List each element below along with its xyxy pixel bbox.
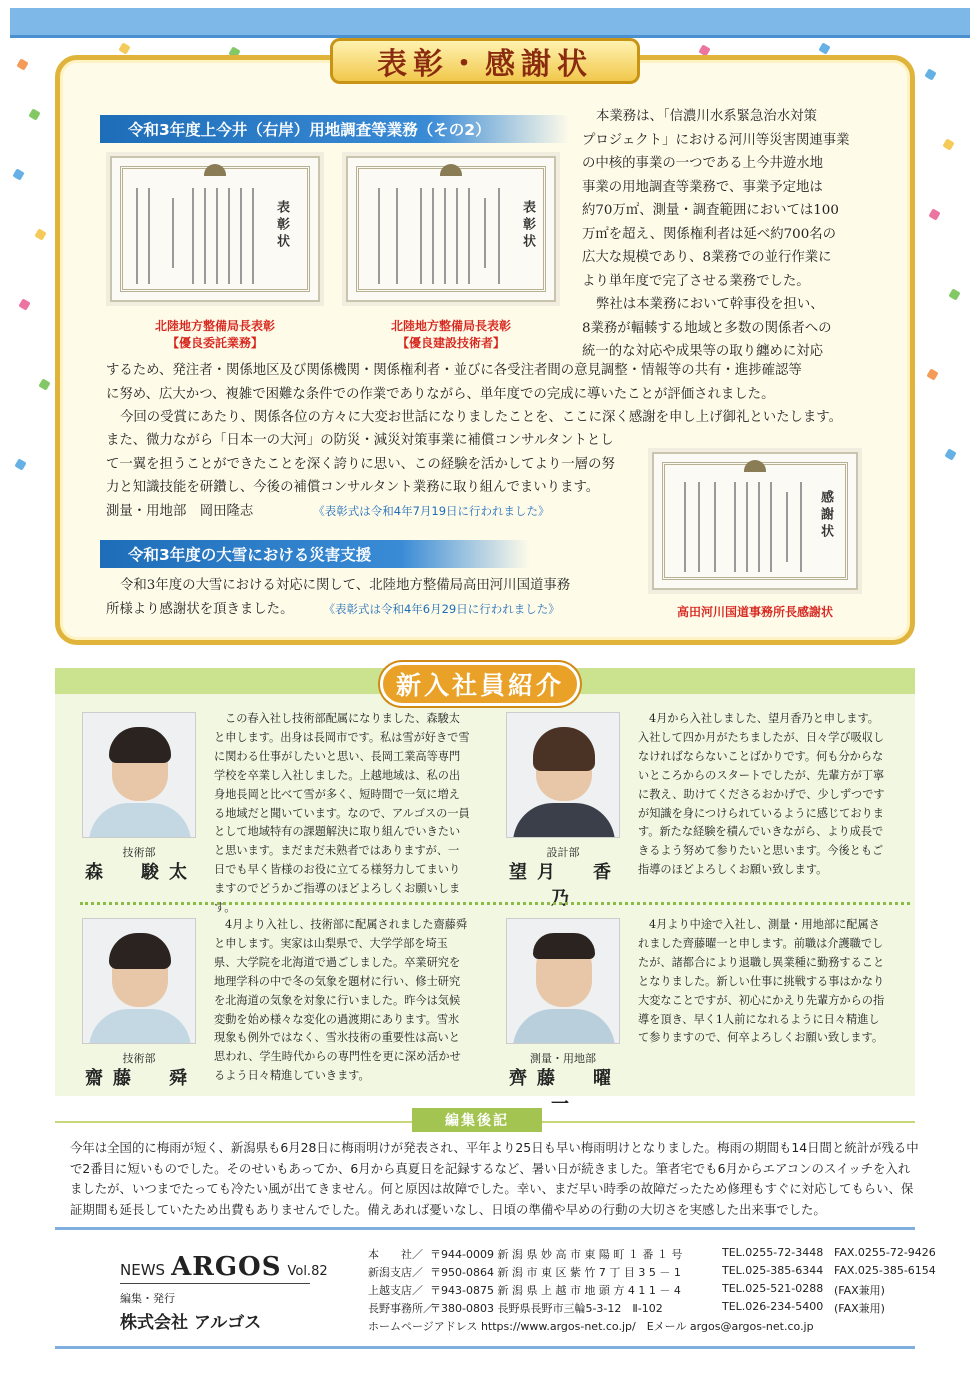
confetti [942,138,954,150]
editor-text: 今年は全国的に梅雨が短く、新潟県も6月28日に梅雨明けが発表され、平年より25日も早い梅雨明けとなりました。梅雨の期間も14日間と統計が残る中で2番目に短いものでした。そのせいもあってか、6月から真夏日を記録するなど、暑い日が続きました。筆者宅でも6月からエアコンのスイッチを入れましたが、いつまでたっても冷たい風が出てきません。何と原因は故障でした。幸い、まだ早い時季の故障だったため修理もすぐに対応してもらい、保証期間も延長していたため出費もありませんでした。備えあれば憂いなし、日頃の準備や早めの行動の大切さを実感した出来事でした。 [70,1140,919,1217]
office-tel: TEL.025-385-6344 [722,1264,824,1277]
intro-divider [80,902,910,905]
certificate-2 [346,156,556,302]
cert-text-line [684,482,686,572]
office-row [368,1300,885,1316]
company-name: 株式会社 アルゴス [120,1313,262,1333]
confetti [28,108,40,120]
logo-underline [120,1283,310,1284]
para-line: 弊社は本業務において幹事役を担い、 [596,297,824,312]
ceremony-note-1: 《表彰式は令和4年7月19日に行われました》 [313,503,550,518]
office-name: 長野事務所／ [368,1302,434,1315]
para-line: の中核的事業の一つである上今井遊水地 [582,156,824,171]
cert-text-line [734,482,736,572]
office-fax: (FAX兼用) [834,1284,885,1297]
cert-1-caption-line1: 北陸地方整備局長表彰 [154,319,275,333]
cert-text-line [420,188,422,284]
para-line: 万㎡を超え、関係権利者は延べ約700名の [582,226,837,242]
cert-1-caption [110,318,320,352]
avatar [506,712,620,838]
cert-text-line [172,198,174,268]
para-line: 本業務は、「信濃川水系緊急治水対策 [596,109,817,124]
para-line: プロジェクト」における河川等災害関連事業 [582,132,850,148]
office-tel: TEL.025-521-0288 [722,1282,824,1295]
cert-text-line [800,482,802,572]
confetti [948,288,960,300]
survey-description-wide [106,359,906,430]
section-heading-snow: 令和3年度の大雪における災害支援 [100,540,530,568]
logo-argos: ARGOS [171,1252,282,1282]
cert-text-line [444,188,446,284]
cert-1-caption-line2: 【優良委託業務】 [166,336,263,350]
office-name: 上越支店／ [368,1284,423,1297]
publisher-label: 編集・発行 [120,1292,175,1305]
cert-text-line [192,188,194,284]
footer-rule-bottom [55,1346,915,1349]
snow-description [106,574,646,621]
cert-text-line [148,188,150,284]
avatar [506,918,620,1044]
award-title: 表彰・感謝状 [330,38,640,84]
office-tel: TEL.0255-72-3448 [722,1246,824,1259]
top-band [10,8,970,38]
wide-line: するため、発注者・関係地区及び関係機関・関係権利者・並びに各受注者間の意見調整・情報等の共有・進捗確認等 [106,363,802,378]
photo-body [513,1009,615,1044]
office-address: 〒943-0875 新 潟 県 上 越 市 地 頭 方 4 1 1 － 4 [430,1284,681,1297]
cert-text-line [746,482,748,572]
person-intro: この春入社し技術部配属になりました、森駿太と申します。出身は長岡市です。私は雪が好きで雪に関わる仕事がしたいと思い、長岡工業高等専門学校を卒業し入社しました。上越地域は、私の出身地長岡と比べて雪が多く、短時間で一気に増える地域だと聞いています。なので、アルゴスの一員として地域特有の課題解決に取り組んでいきたいと思います。まだまだ未熟者ではありますが、一日でも早く皆様のお役に立てる様努力してまいりますのでどうかご指導のほどよろしくお願いします。 [214,712,470,915]
confetti [944,448,956,460]
cert-text-line [468,188,470,284]
cert-text-line [770,482,772,572]
website-email[interactable]: ホームページアドレス https://www.argos-net.co.jp/ Eメール argos@argos-net.co.jp [368,1320,814,1333]
cert-text-line [758,482,760,572]
confetti [118,42,130,54]
person-intro: 4月から入社しました、望月香乃と申します。入社して四か月がたちましたが、日々学び吸収しなければならないことばかりです。何も分からないところからのスタートでしたが、先輩方が丁寧に教え、助けてくださるおかげで、少しずつですが知識を身につけられているように感じております。新たな経験を積んでいきながら、より成長できるよう努めて参りたいと思います。今後ともご指導のほどよろしくお願い致します。 [638,712,885,877]
photo-body [89,1009,191,1044]
narrow-line: 力と知識技能を研鑽し、今後の補償コンサルタント業務に取り組んでまいります。 [106,480,600,495]
cert-2-caption [346,318,556,352]
photo-hair [533,933,595,959]
avatar [82,918,196,1044]
photo-body [89,803,191,838]
confetti [818,42,830,54]
photo-hair [109,933,171,969]
cert-text-line [136,188,138,284]
office-fax: FAX.025-385-6154 [834,1264,936,1277]
person-name: 森 駿太 [85,862,197,883]
snow-line: 所様より感謝状を頂きました。 [106,601,294,617]
person-intro: 4月より入社し、技術部に配属されました齋藤舜と申します。実家は山梨県で、大学学部を埼玉県、大学院を北海道で過ごしました。卒業研究を地理学科の中で冬の気象を題材に行い、修士研究を北海道の気象を対象に行いました。昨今は気候変動を始め様々な変化の過渡期にあります。雪氷現象も例外ではなく、雪氷技術の重要性は高いと思われ、学生時代からの専門性を更に深め活かせるよう日々精進していきます。 [214,918,468,1083]
cert-text-line [228,188,230,284]
person-dept: 測量・用地部 [530,1052,596,1065]
para-line: 事業の用地調査等業務で、事業予定地は [582,179,823,195]
person-dept: 技術部 [122,846,156,859]
survey-closing [106,429,646,523]
ceremony-note-2: 《表彰式は令和4年6月29日に行われました》 [323,601,560,616]
office-row [368,1264,936,1280]
footer-rule-top [55,1227,915,1230]
certificate-1 [110,156,320,302]
office-address: 〒944-0009 新 潟 県 妙 高 市 東 陽 町 １ 番 １ 号 [430,1248,683,1261]
confetti [926,368,938,380]
para-line: 8業務が輻輳する地域と多数の関係者への [582,320,832,336]
office-address: 〒950-0864 新 潟 市 東 区 紫 竹 7 丁 目 3 5 － 1 [430,1266,681,1279]
cert-title: 感謝状 [818,490,833,541]
photo-hair [533,727,595,771]
cert-text-line [396,188,398,284]
person-name: 齊藤 曜一 [509,1068,621,1115]
cert-text-line [252,188,254,284]
person-dept: 設計部 [546,846,580,859]
narrow-line: て一翼を担うことができたことを深く誇りに思い、この経験を活かしてより一層の努 [106,456,615,472]
avatar [82,712,196,838]
confetti [38,378,50,390]
office-name: 新潟支店／ [368,1266,423,1279]
cert-text-line [204,188,206,284]
confetti [14,458,26,470]
person-name: 齋藤 舜 [85,1068,197,1089]
logo-news: NEWS [120,1261,166,1279]
cert-text-line [432,188,434,284]
snow-line: 令和3年度の大雪における対応に関して、北陸地方整備局高田河川国道事務 [120,578,571,593]
confetti [16,58,28,70]
person-name: 望月 香乃 [509,862,621,909]
cert-text-line [714,482,716,572]
cert-2-caption-line2: 【優良建設技術者】 [396,336,505,350]
person-dept: 技術部 [122,1052,156,1065]
para-line: 約70万㎡、測量・調査範囲においては100 [582,203,839,218]
office-tel: TEL.026-234-5400 [722,1300,824,1313]
cert-text-line [240,188,242,284]
editor-title: 編集後記 [412,1108,542,1132]
office-fax: FAX.0255-72-9426 [834,1246,936,1259]
signature-row [106,500,646,524]
wide-line: 今回の受賞にあたり、関係各位の方々に大変お世話になりましたことを、ここに深く感謝を申し上げ御礼といたします。 [120,410,843,425]
certificate-3 [652,452,858,590]
survey-description [582,105,894,364]
photo-hair [109,727,171,763]
confetti [18,298,30,310]
intro-title: 新入社員紹介 [380,662,580,706]
cert-text-line [484,198,486,268]
cert-3-caption: 高田河川国道事務所長感謝状 [676,605,833,619]
para-line: 統一的な対応や成果等の取り纏めに対応 [582,344,824,359]
confetti [928,208,940,220]
snow-line-row [106,598,646,622]
cert-title: 表彰状 [520,200,535,251]
cert-2-caption-line1: 北陸地方整備局長表彰 [390,319,511,333]
person-intro: 4月より中途で入社し、測量・用地部に配属されました齊藤曜一と申します。前職は介護職でしたが、諸都合により退職し異業種に勤務することとなりました。新しい仕事に挑戦する事はかなり大変なことですが、初心にかえり先輩方からの指導を頂き、早く1人前になれるように日々精進して参りますので、何卒よろしくお願い致します。 [638,918,885,1045]
photo-body [513,803,615,838]
office-name: 本 社／ [368,1248,423,1261]
signature: 測量・用地部 岡田隆志 [106,503,254,519]
confetti [924,68,936,80]
office-fax: (FAX兼用) [834,1302,885,1315]
confetti [12,168,24,180]
section-heading-survey: 令和3年度上今井（右岸）用地調査等業務（その2） [100,115,570,143]
wide-line: に努め、広大かつ、複雑で困難な条件での作業でありながら、単年度での完成に導いたことが評価されました。 [106,386,775,402]
office-row [368,1246,936,1262]
para-line: 広大な規模であり、8業務での並行作業に [582,250,832,265]
cert-text-line [786,492,788,562]
newsletter-logo [120,1252,328,1282]
cert-title: 表彰状 [274,200,289,251]
cert-text-line [456,188,458,284]
office-row [368,1282,885,1298]
confetti [34,228,46,240]
cert-text-line [698,482,700,572]
narrow-line: また、微力ながら「日本一の大河」の防災・減災対策事業に補償コンサルタントとし [106,433,614,448]
cert-text-line [216,188,218,284]
office-address: 〒380-0803 長野県長野市三輪5-3-12 Ⅱ-102 [430,1302,663,1315]
cert-text-line [378,188,380,284]
logo-volume: Vol.82 [287,1264,328,1279]
para-line: より単年度で完了させる業務でした。 [582,273,810,289]
cert-text-line [498,188,500,284]
